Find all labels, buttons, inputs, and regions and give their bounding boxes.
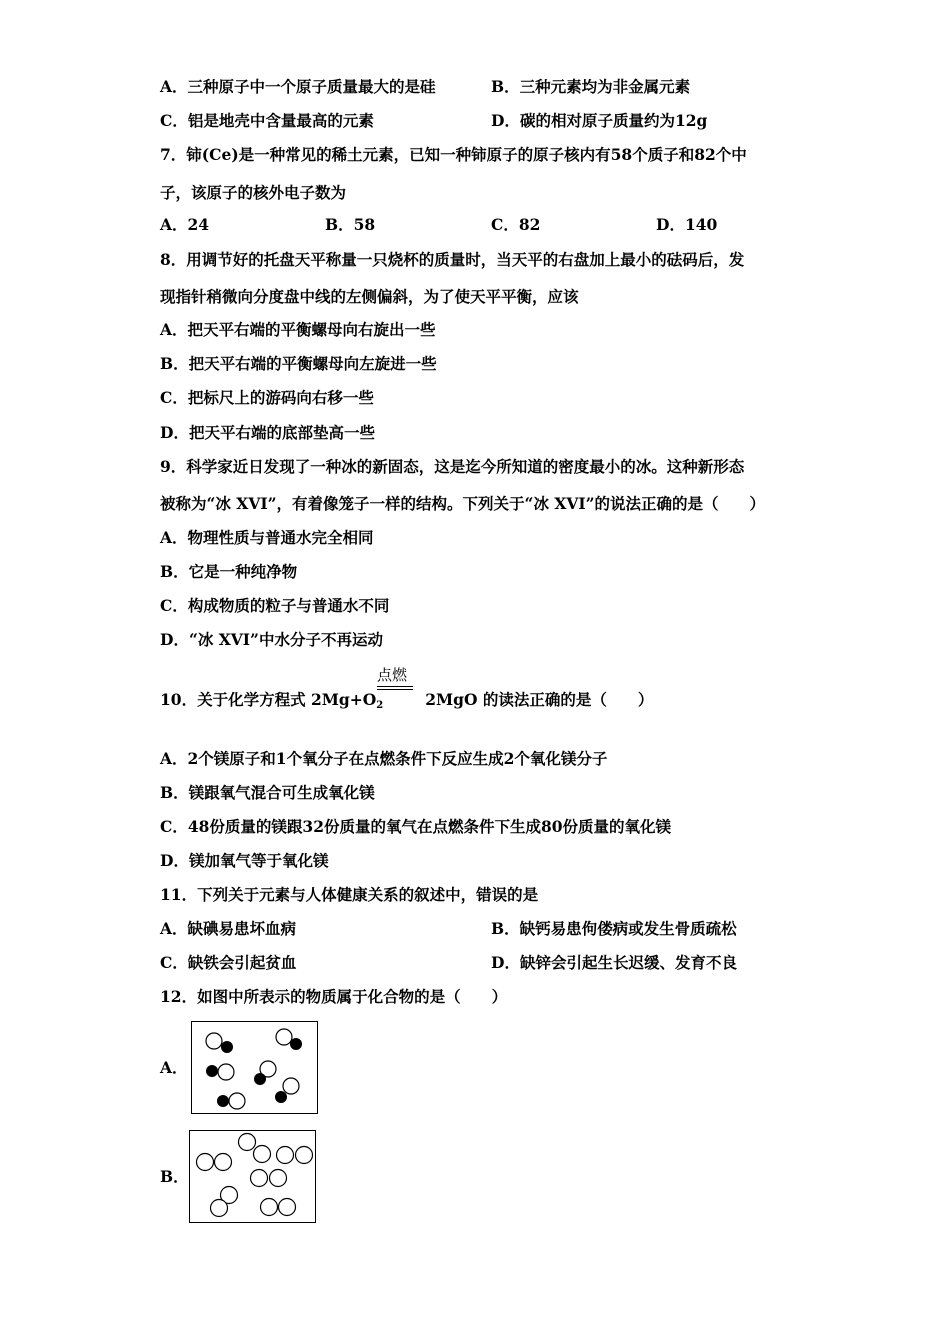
q7-option-d: D．140	[656, 215, 718, 234]
white-atom	[218, 1064, 234, 1080]
white-atom	[251, 1170, 268, 1187]
q6-option-a: A．三种原子中一个原子质量最大的是硅	[160, 77, 436, 96]
q10-stem-prefix: 10．关于化学方程式 2Mg+O	[160, 690, 377, 709]
molecule-diagram-b	[190, 1131, 315, 1222]
q12-label-a: A．	[160, 1058, 188, 1077]
q10-subscript: 2	[376, 700, 384, 711]
black-atom	[206, 1065, 218, 1077]
white-atom	[211, 1200, 228, 1217]
q10-stem-suffix: 2MgO 的读法正确的是（ ）	[425, 690, 654, 709]
q6-option-d: D．碳的相对原子质量约为12g	[491, 111, 708, 130]
black-atom	[275, 1091, 287, 1103]
q9-option-a: A．物理性质与普通水完全相同	[160, 528, 374, 547]
white-atom	[206, 1033, 222, 1049]
q7-stem-line2: 子，该原子的核外电子数为	[160, 183, 347, 202]
white-atom	[279, 1199, 296, 1216]
white-atom	[277, 1147, 294, 1164]
q10-option-a: A．2个镁原子和1个氧分子在点燃条件下反应生成2个氧化镁分子	[160, 749, 608, 768]
q10-condition: 点燃	[377, 666, 408, 684]
q11-stem: 11．下列关于元素与人体健康关系的叙述中，错误的是	[160, 885, 539, 904]
q9-stem-line1: 9．科学家近日发现了一种冰的新固态，这是迄今所知道的密度最小的冰。这种新形态	[160, 457, 745, 476]
q11-option-d: D．缺锌会引起生长迟缓、发育不良	[491, 953, 737, 972]
q11-option-a: A．缺碘易患坏血病	[160, 919, 297, 938]
white-atom	[283, 1078, 299, 1094]
q10-stem	[160, 690, 653, 716]
q10-option-d: D．镁加氧气等于氧化镁	[160, 851, 329, 870]
q9-option-d: D．“冰 XVI”中水分子不再运动	[160, 630, 383, 649]
black-atom	[254, 1073, 266, 1085]
q7-option-b: B．58	[325, 215, 376, 234]
q9-stem-line2: 被称为“冰 XVI”，有着像笼子一样的结构。下列关于“冰 XVI”的说法正确的是（ ）	[160, 494, 766, 513]
q11-option-b: B．缺钙易患佝偻病或发生骨质疏松	[491, 919, 737, 938]
q6-option-c: C．铝是地壳中含量最高的元素	[160, 111, 374, 130]
q12-stem: 12．如图中所表示的物质属于化合物的是（ ）	[160, 987, 508, 1006]
black-atom	[221, 1041, 233, 1053]
q12-label-b: B．	[160, 1167, 189, 1186]
q8-option-b: B．把天平右端的平衡螺母向左旋进一些	[160, 354, 437, 373]
q7-stem-line1: 7．铈(Ce)是一种常见的稀土元素，已知一种铈原子的原子核内有58个质子和82个中	[160, 145, 747, 164]
q6-option-b: B．三种元素均为非金属元素	[491, 77, 691, 96]
q12-figure-a	[191, 1021, 318, 1114]
q12-figure-b	[189, 1130, 316, 1223]
white-atom	[276, 1029, 292, 1045]
white-atom	[261, 1199, 278, 1216]
white-atom	[296, 1147, 313, 1164]
q8-stem-line2: 现指针稍微向分度盘中线的左侧偏斜，为了使天平平衡，应该	[160, 287, 579, 306]
q8-option-a: A．把天平右端的平衡螺母向右旋出一些	[160, 320, 436, 339]
q9-option-c: C．构成物质的粒子与普通水不同	[160, 596, 390, 615]
white-atom	[197, 1154, 214, 1171]
black-atom	[290, 1038, 302, 1050]
q8-stem-line1: 8．用调节好的托盘天平称量一只烧杯的质量时，当天平的右盘加上最小的砝码后，发	[160, 250, 745, 269]
white-atom	[270, 1170, 287, 1187]
q7-option-a: A．24	[160, 215, 210, 234]
q10-option-c: C．48份质量的镁跟32份质量的氧气在点燃条件下生成80份质量的氧化镁	[160, 817, 672, 836]
q8-option-d: D．把天平右端的底部垫高一些	[160, 423, 375, 442]
q10-option-b: B．镁跟氧气混合可生成氧化镁	[160, 783, 375, 802]
white-atom	[254, 1146, 271, 1163]
equals-bar-top	[377, 686, 413, 687]
white-atom	[215, 1154, 232, 1171]
q11-option-c: C．缺铁会引起贫血	[160, 953, 297, 972]
black-atom	[217, 1095, 229, 1107]
white-atom	[239, 1134, 256, 1151]
molecule-diagram-a	[192, 1022, 317, 1113]
q7-option-c: C．82	[491, 215, 541, 234]
equals-bar-bottom	[377, 689, 413, 690]
white-atom	[229, 1093, 245, 1109]
q8-option-c: C．把标尺上的游码向右移一些	[160, 388, 374, 407]
q9-option-b: B．它是一种纯净物	[160, 562, 298, 581]
